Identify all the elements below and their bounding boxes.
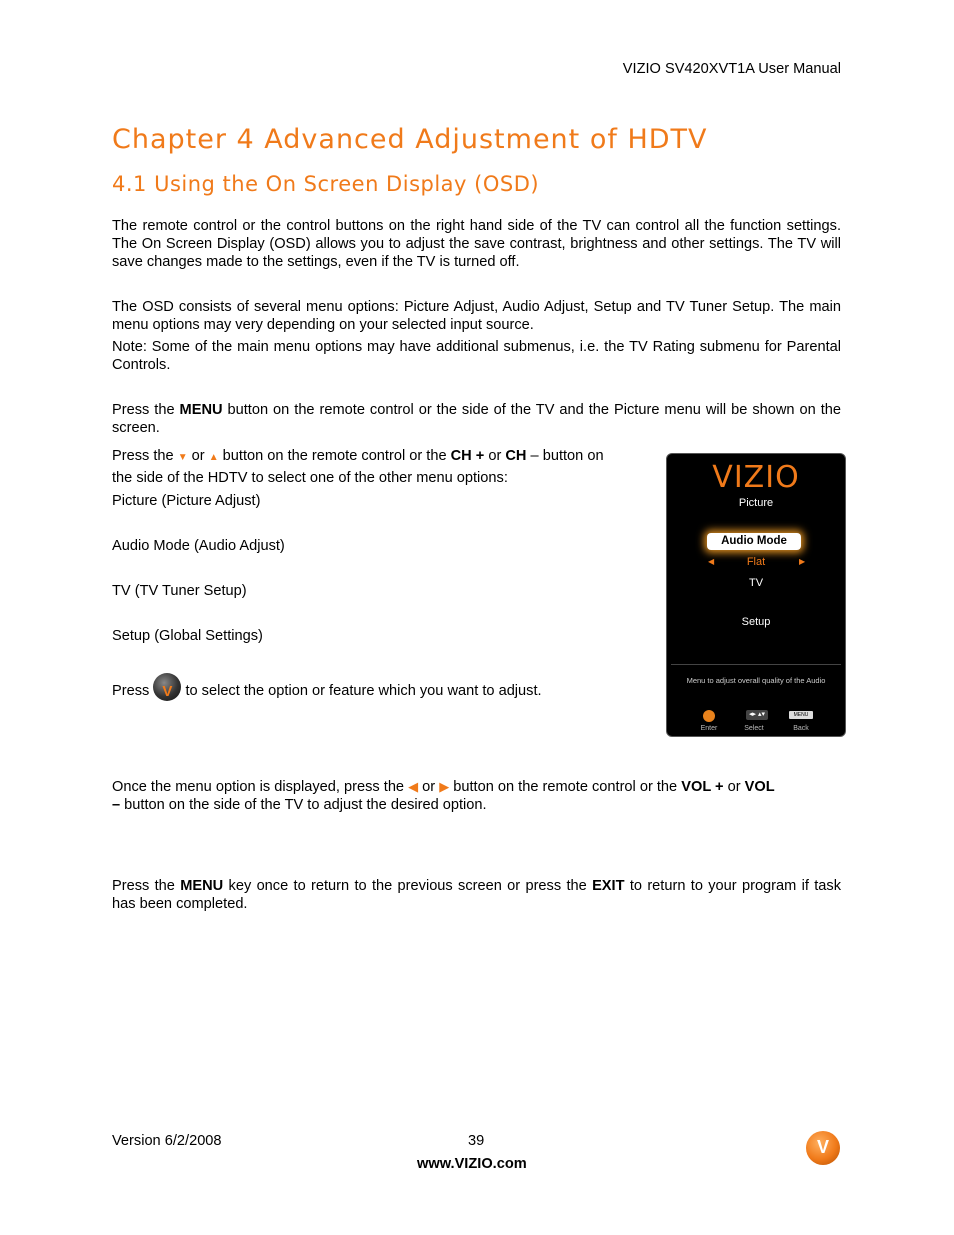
right-arrow-icon: ▶ xyxy=(439,779,450,794)
osd-select-icon: ◂▸ ▴▾ xyxy=(746,710,768,720)
left-arrow-icon: ◀ xyxy=(408,779,419,794)
vizio-v-logo-icon: V xyxy=(806,1131,840,1165)
text: key once to return to the previous screen or press the xyxy=(223,878,593,894)
text: button on the side of the TV to adjust the desired option. xyxy=(120,797,487,813)
paragraph-exit xyxy=(112,877,841,913)
osd-left-arrow-icon: ◀ xyxy=(708,557,715,566)
footer-page-number: 39 xyxy=(468,1133,485,1149)
paragraph-press-enter xyxy=(112,673,542,705)
text: button on the remote control or the xyxy=(218,448,451,464)
vizio-v-button-icon: V xyxy=(153,673,181,701)
osd-item-value: Flat xyxy=(746,556,766,568)
vol-keyword: VOL xyxy=(744,779,775,795)
chapter-title: Chapter 4 Advanced Adjustment of HDTV xyxy=(112,124,708,155)
text: Press the xyxy=(112,402,180,418)
footer-url: www.VIZIO.com xyxy=(417,1156,527,1172)
text: Press the xyxy=(112,448,178,464)
up-arrow-icon: ▲ xyxy=(208,452,219,463)
ch-keyword: CH xyxy=(505,448,527,464)
osd-menu-illustration xyxy=(666,453,846,737)
text: or xyxy=(723,779,745,795)
paragraph-note: Note: Some of the main menu options may have additional submenus, i.e. the TV Rating submenu for Parental Controls. xyxy=(112,339,841,373)
paragraph-menu-options: The OSD consists of several menu options: Picture Adjust, Audio Adjust, Setup and TV Tuner Setup. The main menu options may very depending on your selected input source. xyxy=(112,299,841,333)
menu-keyword: MENU xyxy=(180,878,224,894)
osd-help-text: Menu to adjust overall quality of the Audio xyxy=(686,676,826,685)
osd-foot-enter: Enter xyxy=(700,725,718,732)
vol-minus-dash: – xyxy=(112,797,121,813)
text: or xyxy=(484,448,506,464)
down-arrow-icon: ▼ xyxy=(177,452,188,463)
option-setup: Setup (Global Settings) xyxy=(112,628,263,644)
vol-plus-keyword: VOL + xyxy=(681,779,724,795)
osd-logo: VIZIO xyxy=(712,460,800,495)
option-picture: Picture (Picture Adjust) xyxy=(112,493,261,509)
paragraph-press-arrows xyxy=(112,447,604,467)
text: button on the remote control or the side of the TV and the Picture menu will be shown on the screen. xyxy=(112,402,841,436)
text: or xyxy=(187,448,209,464)
osd-menu-icon: MENU xyxy=(789,711,813,719)
osd-item-tv: TV xyxy=(748,577,764,589)
text: or xyxy=(418,779,440,795)
manual-title: VIZIO SV420XVT1A User Manual xyxy=(622,61,841,77)
text: Once the menu option is displayed, press the xyxy=(112,779,409,795)
text: button on the remote control or the xyxy=(449,779,682,795)
paragraph-intro: The remote control or the control buttons on the right hand side of the TV can control all the function settings. The On Screen Display (OSD) allows you to adjust the save contrast, brightness and other settings. The TV will save changes made to the settings, even if the TV is turned off. xyxy=(112,218,841,270)
osd-divider xyxy=(671,664,841,665)
menu-keyword: MENU xyxy=(179,402,223,418)
paragraph-press-menu xyxy=(112,401,841,437)
osd-foot-select: Select xyxy=(744,725,764,732)
osd-item-audio-mode-selected: Audio Mode xyxy=(707,533,801,550)
osd-enter-icon xyxy=(703,710,715,722)
ch-plus-keyword: CH + xyxy=(450,448,485,464)
osd-item-picture: Picture xyxy=(738,497,774,509)
osd-right-arrow-icon: ▶ xyxy=(799,557,806,566)
footer-version: Version 6/2/2008 xyxy=(112,1133,222,1149)
osd-item-setup: Setup xyxy=(741,616,771,628)
text: Press the xyxy=(112,878,181,894)
text: to select the option or feature which you want to adjust. xyxy=(185,683,542,699)
paragraph-press-arrows-line2: the side of the HDTV to select one of the other menu options: xyxy=(112,470,508,486)
paragraph-adjust-option xyxy=(112,778,841,814)
text: – button on xyxy=(526,448,604,464)
osd-foot-back: Back xyxy=(793,725,809,732)
text: Press xyxy=(112,683,150,699)
exit-keyword: EXIT xyxy=(592,878,625,894)
text: to return to your program if task has been completed. xyxy=(112,878,842,912)
option-audio: Audio Mode (Audio Adjust) xyxy=(112,538,285,554)
section-title: 4.1 Using the On Screen Display (OSD) xyxy=(112,172,540,196)
option-tv: TV (TV Tuner Setup) xyxy=(112,583,247,599)
